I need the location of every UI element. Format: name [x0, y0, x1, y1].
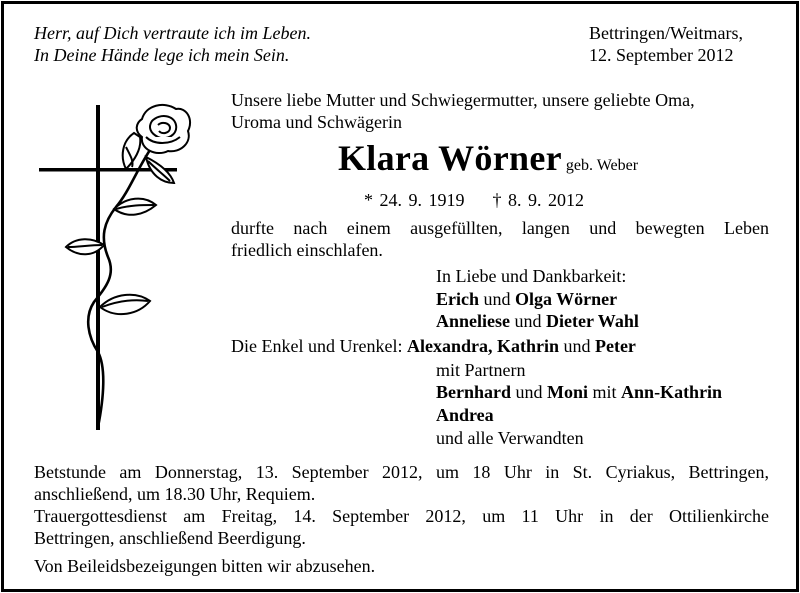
verse — [34, 22, 311, 66]
mourner-olga: Olga Wörner — [515, 289, 618, 309]
passing-line-1: durfte nach einem ausgefüllten, langen und bewegten Leben — [231, 218, 769, 238]
service-details — [34, 461, 769, 549]
verse-line-1: Herr, auf Dich vertraute ich im Leben. — [34, 23, 311, 43]
maiden-name: geb. Weber — [565, 157, 639, 174]
grandchildren-names: Alexandra, Kathrin — [406, 336, 559, 356]
intro — [231, 89, 695, 133]
death-date: † 8. 9. 2012 — [492, 190, 584, 210]
passing-text — [231, 217, 769, 261]
grandchildren-line — [231, 335, 636, 357]
with-partners: mit Partnern — [436, 360, 526, 380]
funeral-service — [34, 505, 769, 549]
life-dates — [364, 189, 584, 211]
mourner-anneliese: Anneliese — [436, 311, 510, 331]
prayer-service-line-1: Betstunde am Donnerstag, 13. September 2012, um 18 Uhr in St. Cyriakus, Bettringen, — [34, 462, 769, 482]
birth-date: * 24. 9. 1919 — [364, 190, 465, 210]
conjunction: und — [483, 289, 511, 309]
prayer-service — [34, 461, 769, 505]
mourner-erich: Erich — [436, 289, 479, 309]
obituary-notice — [1, 1, 799, 592]
passing-line-2: friedlich einschlafen. — [231, 240, 383, 260]
mourner-dieter: Dieter Wahl — [546, 311, 639, 331]
mourner-andrea: Andrea — [436, 405, 494, 425]
grandchildren-label: Die Enkel und Urenkel: — [231, 336, 403, 356]
preposition: mit — [592, 382, 617, 402]
conjunction: und — [515, 382, 543, 402]
mourner-ann-kathrin: Ann-Kathrin — [621, 382, 723, 402]
verse-line-2: In Deine Hände lege ich mein Sein. — [34, 45, 290, 65]
place-date — [589, 22, 743, 66]
intro-line-2: Uroma und Schwägerin — [231, 112, 402, 132]
closing-note: Von Beileidsbezeigungen bitten wir abzusehen. — [34, 556, 376, 576]
mourner-andrea-line — [436, 404, 494, 426]
place: Bettringen/Weitmars, — [589, 23, 744, 43]
cross-with-rose-icon — [34, 97, 194, 432]
mourner-couple-1 — [436, 288, 617, 310]
deceased-name-line — [338, 137, 638, 179]
funeral-service-line-2: Bettringen, anschließend Beerdigung. — [34, 528, 306, 548]
conjunction: und — [514, 311, 542, 331]
great-grandchildren-line — [436, 381, 722, 403]
conjunction: und — [563, 336, 591, 356]
date: 12. September 2012 — [589, 45, 734, 65]
prayer-service-line-2: anschließend, um 18.30 Uhr, Requiem. — [34, 484, 316, 504]
funeral-service-line-1: Trauergottesdienst am Freitag, 14. September 2012, um 11 Uhr in der Ottilienkirche — [34, 506, 769, 526]
mourner-bernhard: Bernhard — [436, 382, 512, 402]
relatives: und alle Verwandten — [436, 428, 584, 448]
mourner-moni: Moni — [547, 382, 589, 402]
grandchild-peter: Peter — [594, 336, 636, 356]
mourners-intro: In Liebe und Dankbarkeit: — [436, 266, 627, 286]
mourner-couple-2 — [436, 310, 639, 332]
deceased-name: Klara Wörner — [338, 138, 562, 178]
intro-line-1: Unsere liebe Mutter und Schwiegermutter, unsere geliebte Oma, — [231, 90, 695, 110]
